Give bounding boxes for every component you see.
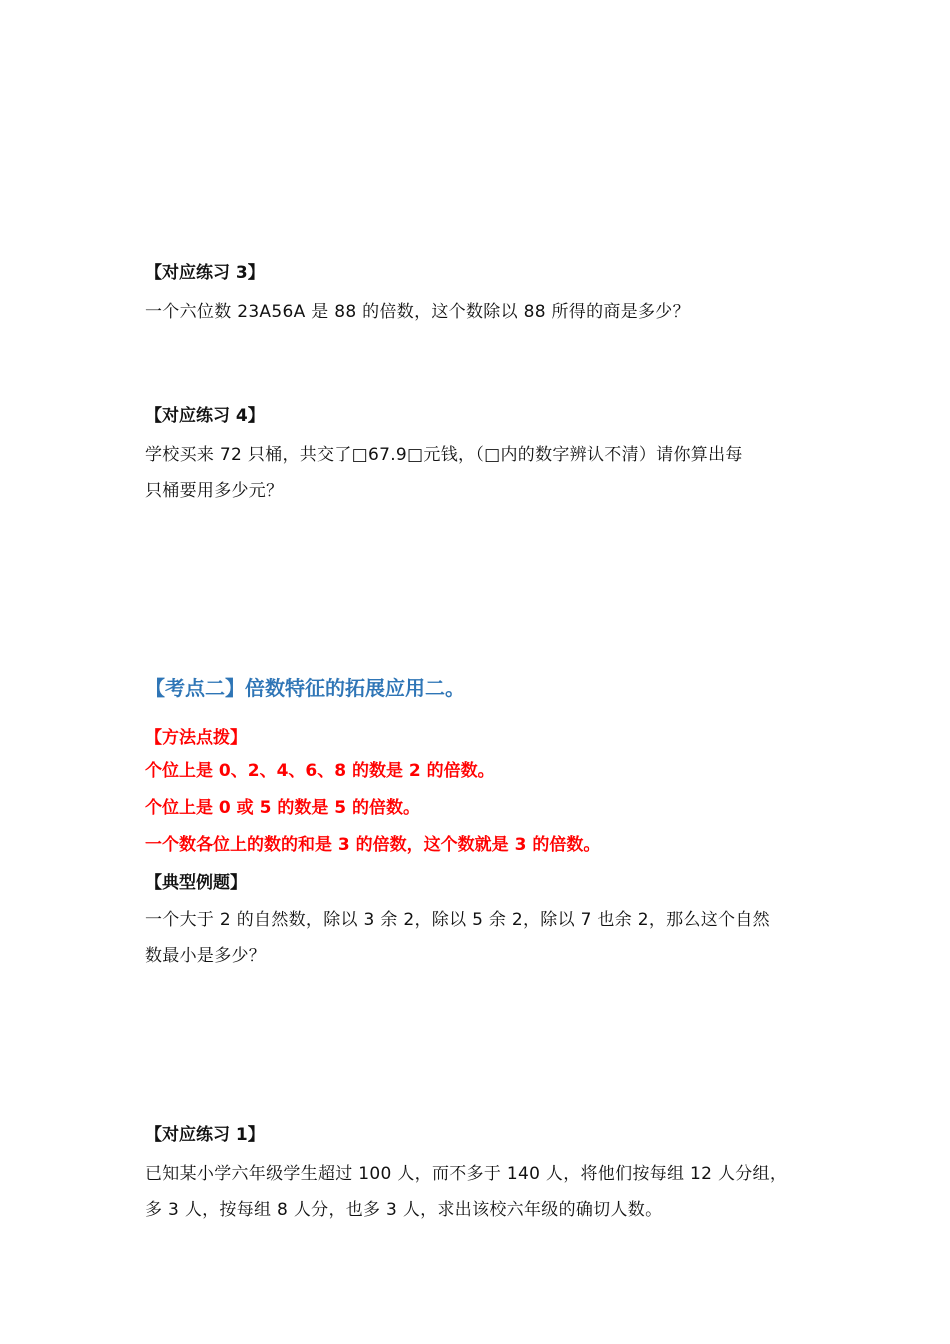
typical-example-heading: 【典型例题】 [145, 873, 247, 893]
method-tips-heading: 【方法点拨】 [145, 728, 247, 748]
method-rule-3: 一个数各位上的数的和是 3 的倍数，这个数就是 3 的倍数。 [145, 835, 601, 855]
practice-4 [145, 405, 825, 509]
section-2-title: 【考点二】倍数特征的拓展应用二。 [145, 676, 465, 700]
practice-3 [145, 262, 825, 330]
practice-3-heading: 【对应练习 3】 [145, 263, 265, 283]
typical-example-line-2: 数最小是多少？ [145, 946, 267, 966]
section-2 [145, 674, 825, 702]
practice-4-heading: 【对应练习 4】 [145, 406, 265, 426]
practice-4-question-line-2: 只桶要用多少元？ [145, 481, 284, 501]
practice-1-line-1: 已知某小学六年级学生超过 100 人，而不多于 140 人，将他们按每组 12 人分组， [145, 1164, 788, 1184]
practice-4-question-line-1: 学校买来 72 只桶，共交了□67.9□元钱，（□内的数字辨认不清）请你算出每 [145, 445, 743, 465]
practice-3-question: 一个六位数 23A56A 是 88 的倍数，这个数除以 88 所得的商是多少？ [145, 302, 690, 322]
practice-1-heading: 【对应练习 1】 [145, 1125, 265, 1145]
method-rule-2: 个位上是 0 或 5 的数是 5 的倍数。 [145, 798, 420, 818]
typical-example-line-1: 一个大于 2 的自然数，除以 3 余 2，除以 5 余 2，除以 7 也余 2，那么这个自然 [145, 910, 770, 930]
typical-example [145, 872, 825, 974]
practice-1 [145, 1124, 825, 1228]
practice-1-line-2: 多 3 人，按每组 8 人分，也多 3 人，求出该校六年级的确切人数。 [145, 1200, 663, 1220]
method-rule-1: 个位上是 0、2、4、6、8 的数是 2 的倍数。 [145, 761, 495, 781]
method-tips [145, 727, 825, 864]
